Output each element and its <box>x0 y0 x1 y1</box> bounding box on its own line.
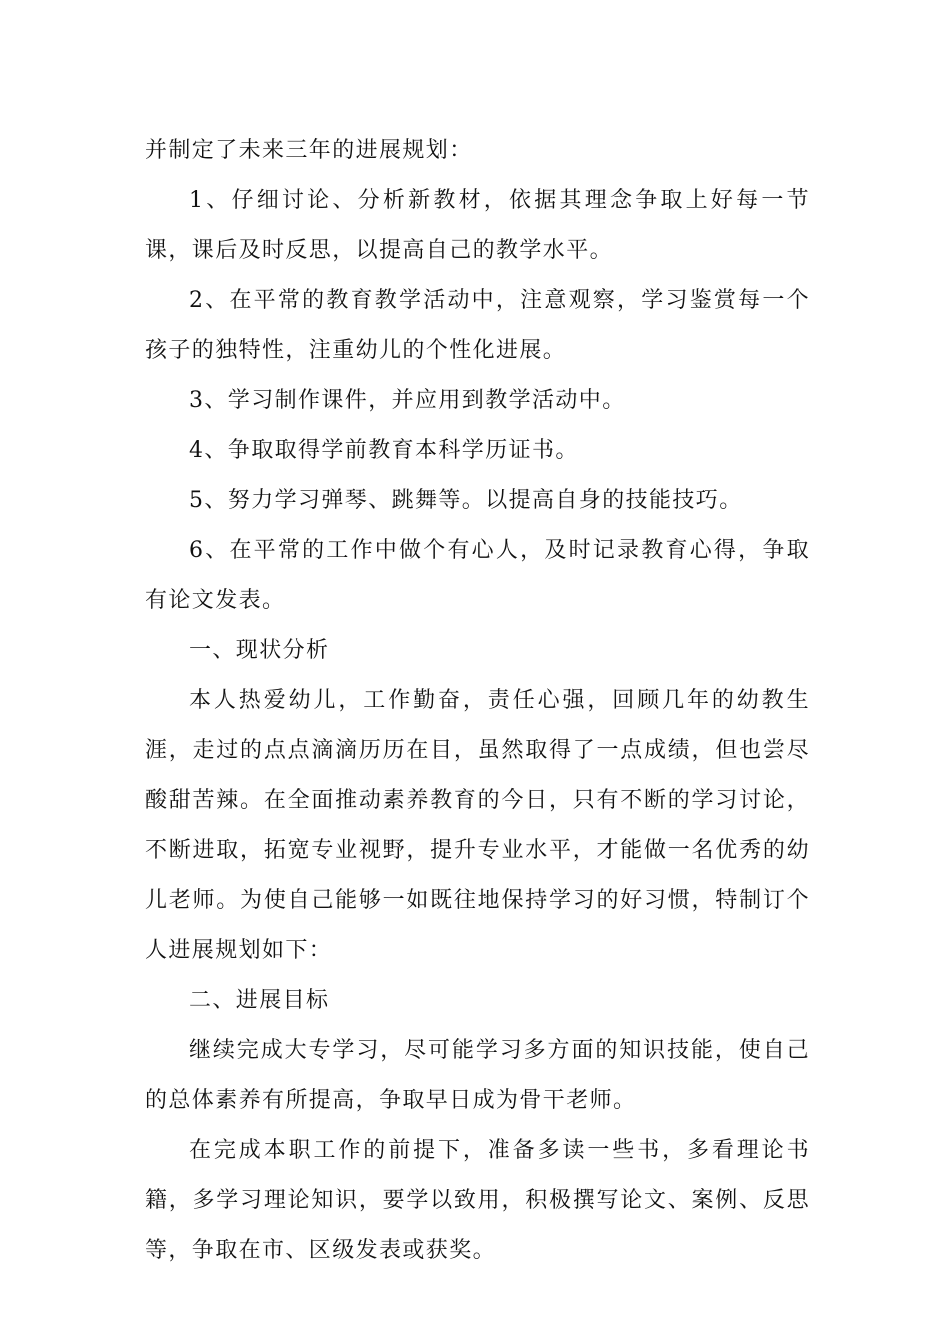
paragraph-goals-1: 继续完成大专学习，尽可能学习多方面的知识技能，使自己的总体素养有所提高，争取早日成为骨干老师。 <box>145 1038 810 1113</box>
paragraph-item-4: 4、争取取得学前教育本科学历证书。 <box>189 438 579 463</box>
paragraph-item-2: 2、在平常的教育教学活动中，注意观察，学习鉴赏每一个孩子的独特性，注重幼儿的个性化进展。 <box>145 288 810 363</box>
paragraph-item-3: 3、学习制作课件，并应用到教学活动中。 <box>189 388 626 413</box>
paragraph-item-6: 6、在平常的工作中做个有心人，及时记录教育心得，争取有论文发表。 <box>145 538 810 613</box>
paragraph-item-1: 1、仔细讨论、分析新教材，依据其理念争取上好每一节课，课后及时反思，以提高自己的教学水平。 <box>145 188 810 263</box>
document-page <box>145 126 810 1276</box>
section-heading-goals: 二、进展目标 <box>189 988 330 1013</box>
paragraph-intro: 并制定了未来三年的进展规划： <box>145 138 473 163</box>
paragraph-status-body: 本人热爱幼儿，工作勤奋，责任心强，回顾几年的幼教生涯，走过的点点滴滴历历在目，虽然取得了一点成绩，但也尝尽酸甜苦辣。在全面推动素养教育的今日，只有不断的学习讨论，不断进取，拓宽专业视野，提升专业水平，才能做一名优秀的幼儿老师。为使自己能够一如既往地保持学习的好习惯，特制订个人进展规划如下： <box>145 688 810 963</box>
section-heading-status: 一、现状分析 <box>189 638 330 663</box>
paragraph-goals-2: 在完成本职工作的前提下，准备多读一些书，多看理论书籍，多学习理论知识，要学以致用，积极撰写论文、案例、反思等，争取在市、区级发表或获奖。 <box>145 1138 810 1263</box>
paragraph-item-5: 5、努力学习弹琴、跳舞等。以提高自身的技能技巧。 <box>189 488 743 513</box>
